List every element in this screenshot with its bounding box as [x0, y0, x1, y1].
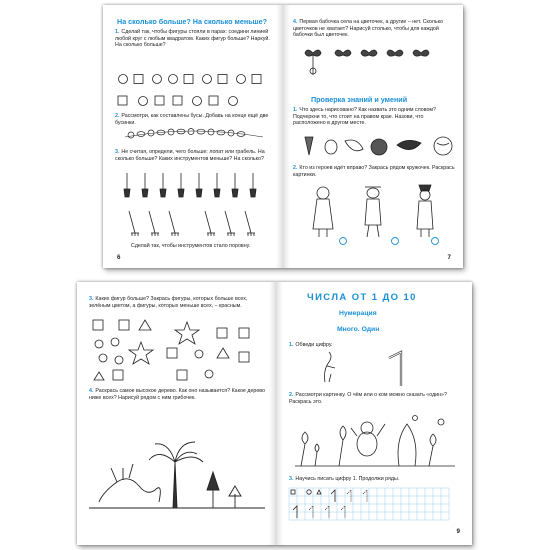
butterflies-and-flowers [303, 45, 453, 81]
page-6-number: 6 [117, 254, 121, 261]
page-8 [77, 282, 277, 545]
page-9-number: 9 [456, 528, 460, 535]
page-9 [277, 282, 472, 545]
page-8-task-4: 4. Раскрась самое высокое дерево. Как оно называется? Какое дерево ниже всех? Нарисуй рядом с ним грибочек. [89, 388, 265, 401]
writing-grid [289, 488, 449, 520]
bottom-spread [77, 282, 472, 545]
shapes-row-2 [115, 93, 275, 109]
page-9-task-2: 2. Рассмотри картинку. О чём или о ком можно сказать «один»? Раскрась это. [289, 392, 447, 405]
page-7-section-heading: Проверка знаний и умений [311, 95, 408, 104]
page-6 [103, 5, 283, 268]
trace-digit-one [317, 348, 437, 388]
page-7-number: 7 [447, 254, 451, 261]
page-6-heading: На сколько больше? На сколько меньше? [117, 17, 268, 26]
page-7-task-1: 1. Что здесь нарисовано? Как назвать это одним словом? Подчеркни то, что стоит на правом крае. Назови, что расположено в другом месте. [293, 107, 437, 127]
shapes-row [115, 69, 275, 89]
shovels-row [121, 171, 271, 201]
scene-illustration [295, 410, 455, 470]
page-6-task-1: 1. Сделай так, чтобы фигуры стояли в парах: соедини линией любой круг с любым квадратом. Каких фигур больше? Наркуй. На сколько больше? [115, 29, 270, 49]
page-7 [283, 5, 463, 268]
page-9-chapter-heading: ЧИСЛА ОТ 1 ДО 10 [307, 292, 417, 303]
top-spread [103, 5, 463, 268]
beads-illustration [123, 127, 273, 143]
page-7-task-4: 4. Первая бабочка села на цветочек, а другие – нет. Сколько цветочков не хватает? Нарисуй столько, чтобы для каждой бабочки был цветочек. [293, 19, 443, 39]
page-9-task-3: 3. Научись писать цифру 1. Продолжи ряды. [289, 476, 400, 482]
trees-illustration [89, 412, 265, 522]
page-6-task-2: 2. Рассмотри, как составлены бусы. Добавь на конце ещё две бусинки. [115, 113, 269, 126]
rakes-row [121, 209, 271, 237]
characters-illustration [301, 181, 451, 249]
page-6-instruction: Сделай так, чтобы инструментов стало поровну. [131, 243, 251, 249]
page-9-subsection-heading: Много. Один [337, 326, 380, 333]
vegetables-row [297, 133, 457, 159]
page-6-task-3: 3. Не считая, определи, чего больше: лопат или грабель. На сколько больше? Каких инструментов меньше? На сколько? [115, 149, 265, 162]
shapes-coloring [89, 318, 265, 384]
page-8-task-3: 3. Каких фигур больше? Закрась фигуры, которых больше всех, зелёным цветом, а фигуры, которых меньше всех, – красным. [89, 296, 248, 309]
page-9-task-1: 1. Обведи цифру. [289, 342, 333, 348]
page-9-section-heading: Нумерация [339, 310, 377, 317]
page-7-task-2: 2. Кто из героев идёт вправо? Закрась рядом кружочек. Раскрась картинки. [293, 165, 455, 178]
